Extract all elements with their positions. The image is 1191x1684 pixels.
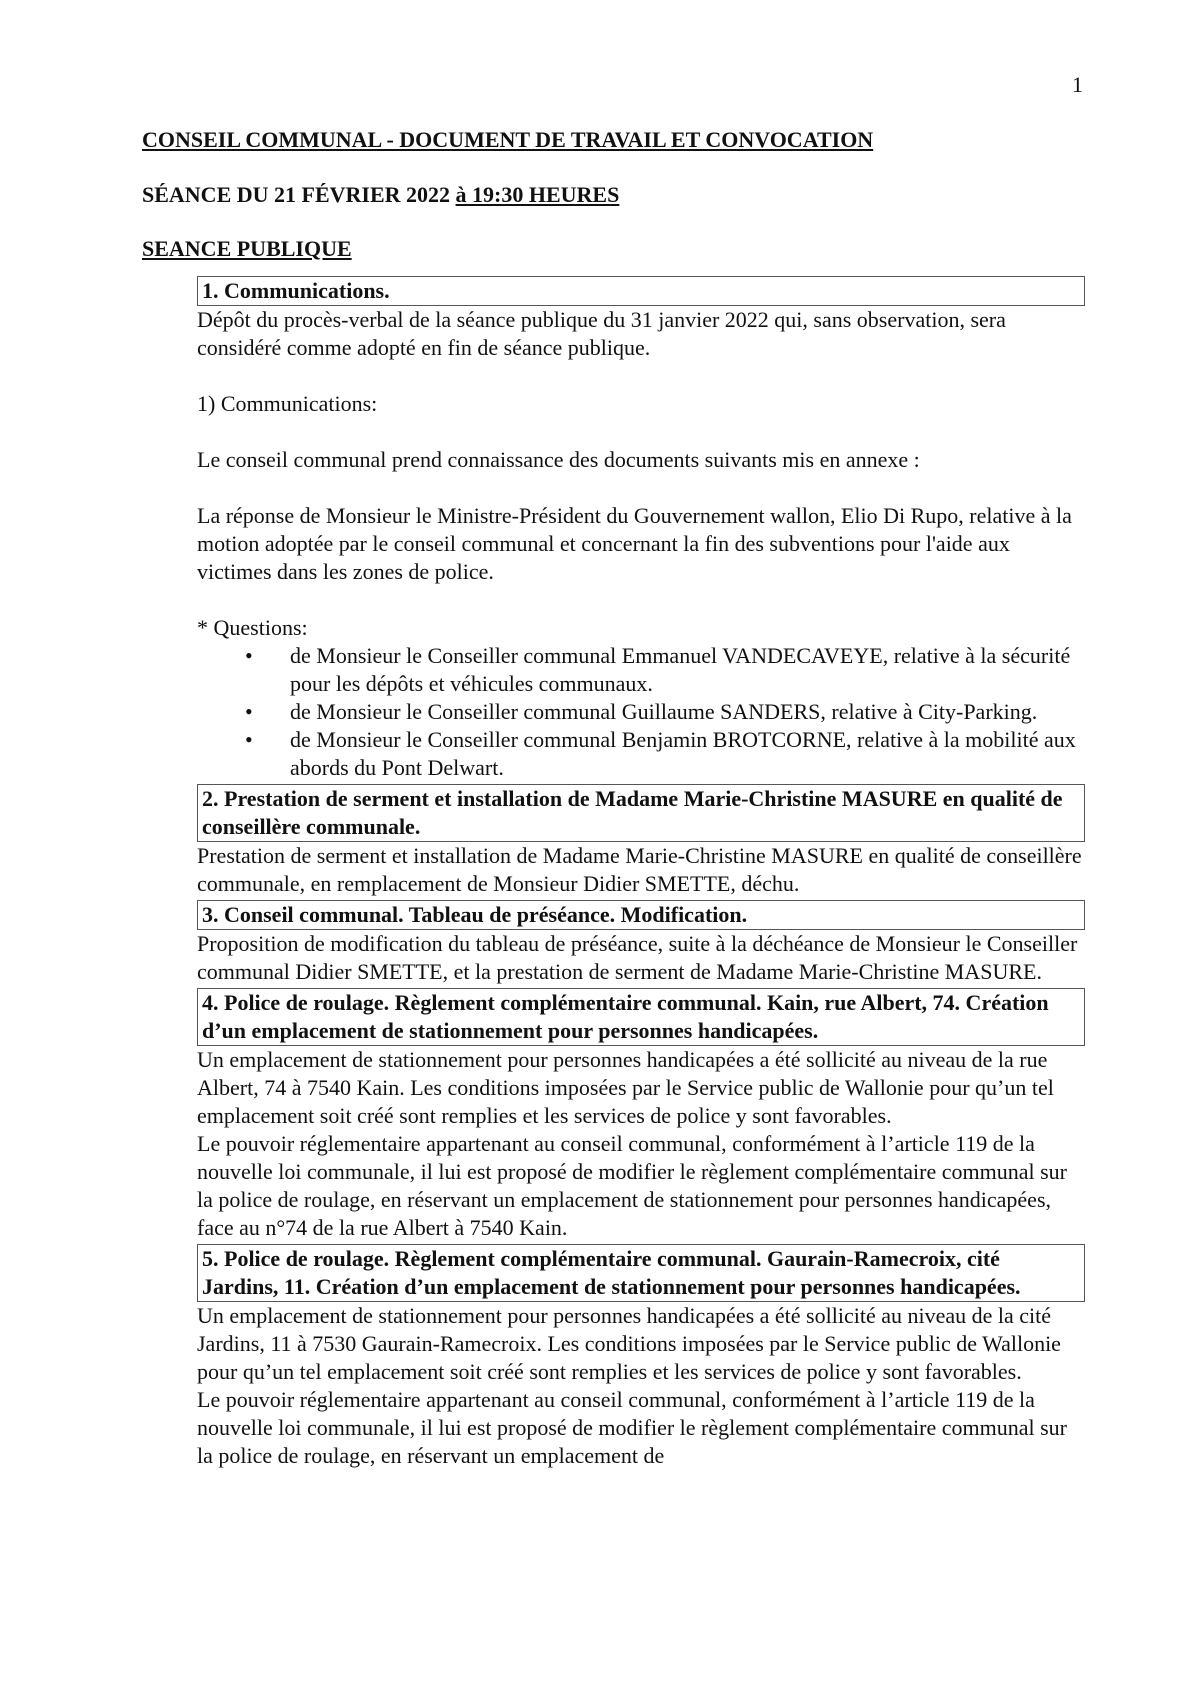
agenda-item-3 [197,900,1085,986]
bullet-icon: • [245,643,253,668]
document-body [142,126,1102,1470]
list-item [197,642,1085,698]
public-session-heading: SEANCE PUBLIQUE [142,236,352,261]
bullet-icon: • [245,699,253,724]
session-date [142,181,1102,209]
agenda-item-1-text-4: La réponse de Monsieur le Ministre-Président du Gouvernement wallon, Elio Di Rupo, relative à la motion adoptée par le conseil communal et concernant la fin des subventions pour l'aide aux victimes dans les zones de police. [197,503,1072,584]
page-number: 1 [1072,72,1083,97]
questions-list [197,642,1085,782]
agenda-item-5-text-1: Un emplacement de stationnement pour personnes handicapées a été sollicité au niveau de la cité Jardins, 11 à 7530 Gaurain-Ramecroix. Les conditions imposées par le Service public de Wallonie pour qu’un tel emplacement soit créé sont remplies et les services de police y sont favorables. [197,1303,1061,1384]
agenda-item-4 [197,988,1085,1242]
agenda-item-1-text-2: 1) Communications: [197,391,378,416]
questions-heading: * Questions: [197,615,308,640]
agenda-item-2 [197,784,1085,898]
agenda-item-4-title: 4. Police de roulage. Règlement complémentaire communal. Kain, rue Albert, 74. Création d’un emplacement de stationnement pour personnes handicapées. [197,988,1085,1046]
agenda-item-4-text-1: Un emplacement de stationnement pour personnes handicapées a été sollicité au niveau de la rue Albert, 74 à 7540 Kain. Les conditions imposées par le Service public de Wallonie pour qu’un tel emplacement soit créé sont remplies et les services de police y sont favorables. [197,1047,1054,1128]
agenda-item-2-title: 2. Prestation de serment et installation de Madame Marie-Christine MASURE en qualité de conseillère communale. [197,784,1085,842]
question-text: de Monsieur le Conseiller communal Emmanuel VANDECAVEYE, relative à la sécurité pour les dépôts et véhicules communaux. [290,643,1071,696]
agenda-item-5 [197,1244,1085,1470]
list-item [197,726,1085,782]
agenda-item-1-text-1: Dépôt du procès-verbal de la séance publique du 31 janvier 2022 qui, sans observation, sera considéré comme adopté en fin de séance publique. [197,307,1006,360]
document-title: CONSEIL COMMUNAL - DOCUMENT DE TRAVAIL ET CONVOCATION [142,127,874,152]
agenda-item-1 [197,276,1085,782]
list-item [197,698,1085,726]
agenda-item-2-text: Prestation de serment et installation de Madame Marie-Christine MASURE en qualité de conseillère communale, en remplacement de Monsieur Didier SMETTE, déchu. [197,843,1082,896]
session-time: à 19:30 HEURES [455,182,620,207]
question-text: de Monsieur le Conseiller communal Guillaume SANDERS, relative à City-Parking. [290,699,1038,724]
bullet-icon: • [245,727,253,752]
agenda-item-1-title: 1. Communications. [197,276,1085,306]
question-text: de Monsieur le Conseiller communal Benjamin BROTCORNE, relative à la mobilité aux abords du Pont Delwart. [290,727,1076,780]
agenda-item-1-text-3: Le conseil communal prend connaissance des documents suivants mis en annexe : [197,447,920,472]
agenda-item-3-title: 3. Conseil communal. Tableau de préséance. Modification. [197,900,1085,930]
session-date-prefix: SÉANCE DU 21 FÉVRIER 2022 [142,182,456,207]
agenda-item-3-text: Proposition de modification du tableau de préséance, suite à la déchéance de Monsieur le Conseiller communal Didier SMETTE, et la prestation de serment de Madame Marie-Christine MASURE. [197,931,1078,984]
agenda-item-4-text-2: Le pouvoir réglementaire appartenant au conseil communal, conformément à l’article 119 de la nouvelle loi communale, il lui est proposé de modifier le règlement complémentaire communal sur la police de roulage, en réservant un emplacement de stationnement pour personnes handicapées, face au n°74 de la rue Albert à 7540 Kain. [197,1131,1067,1240]
agenda-item-5-text-2: Le pouvoir réglementaire appartenant au conseil communal, conformément à l’article 119 de la nouvelle loi communale, il lui est proposé de modifier le règlement complémentaire communal sur la police de roulage, en réservant un emplacement de [197,1387,1067,1468]
agenda-item-5-title: 5. Police de roulage. Règlement complémentaire communal. Gaurain-Ramecroix, cité Jardins, 11. Création d’un emplacement de stationnement pour personnes handicapées. [197,1244,1085,1302]
